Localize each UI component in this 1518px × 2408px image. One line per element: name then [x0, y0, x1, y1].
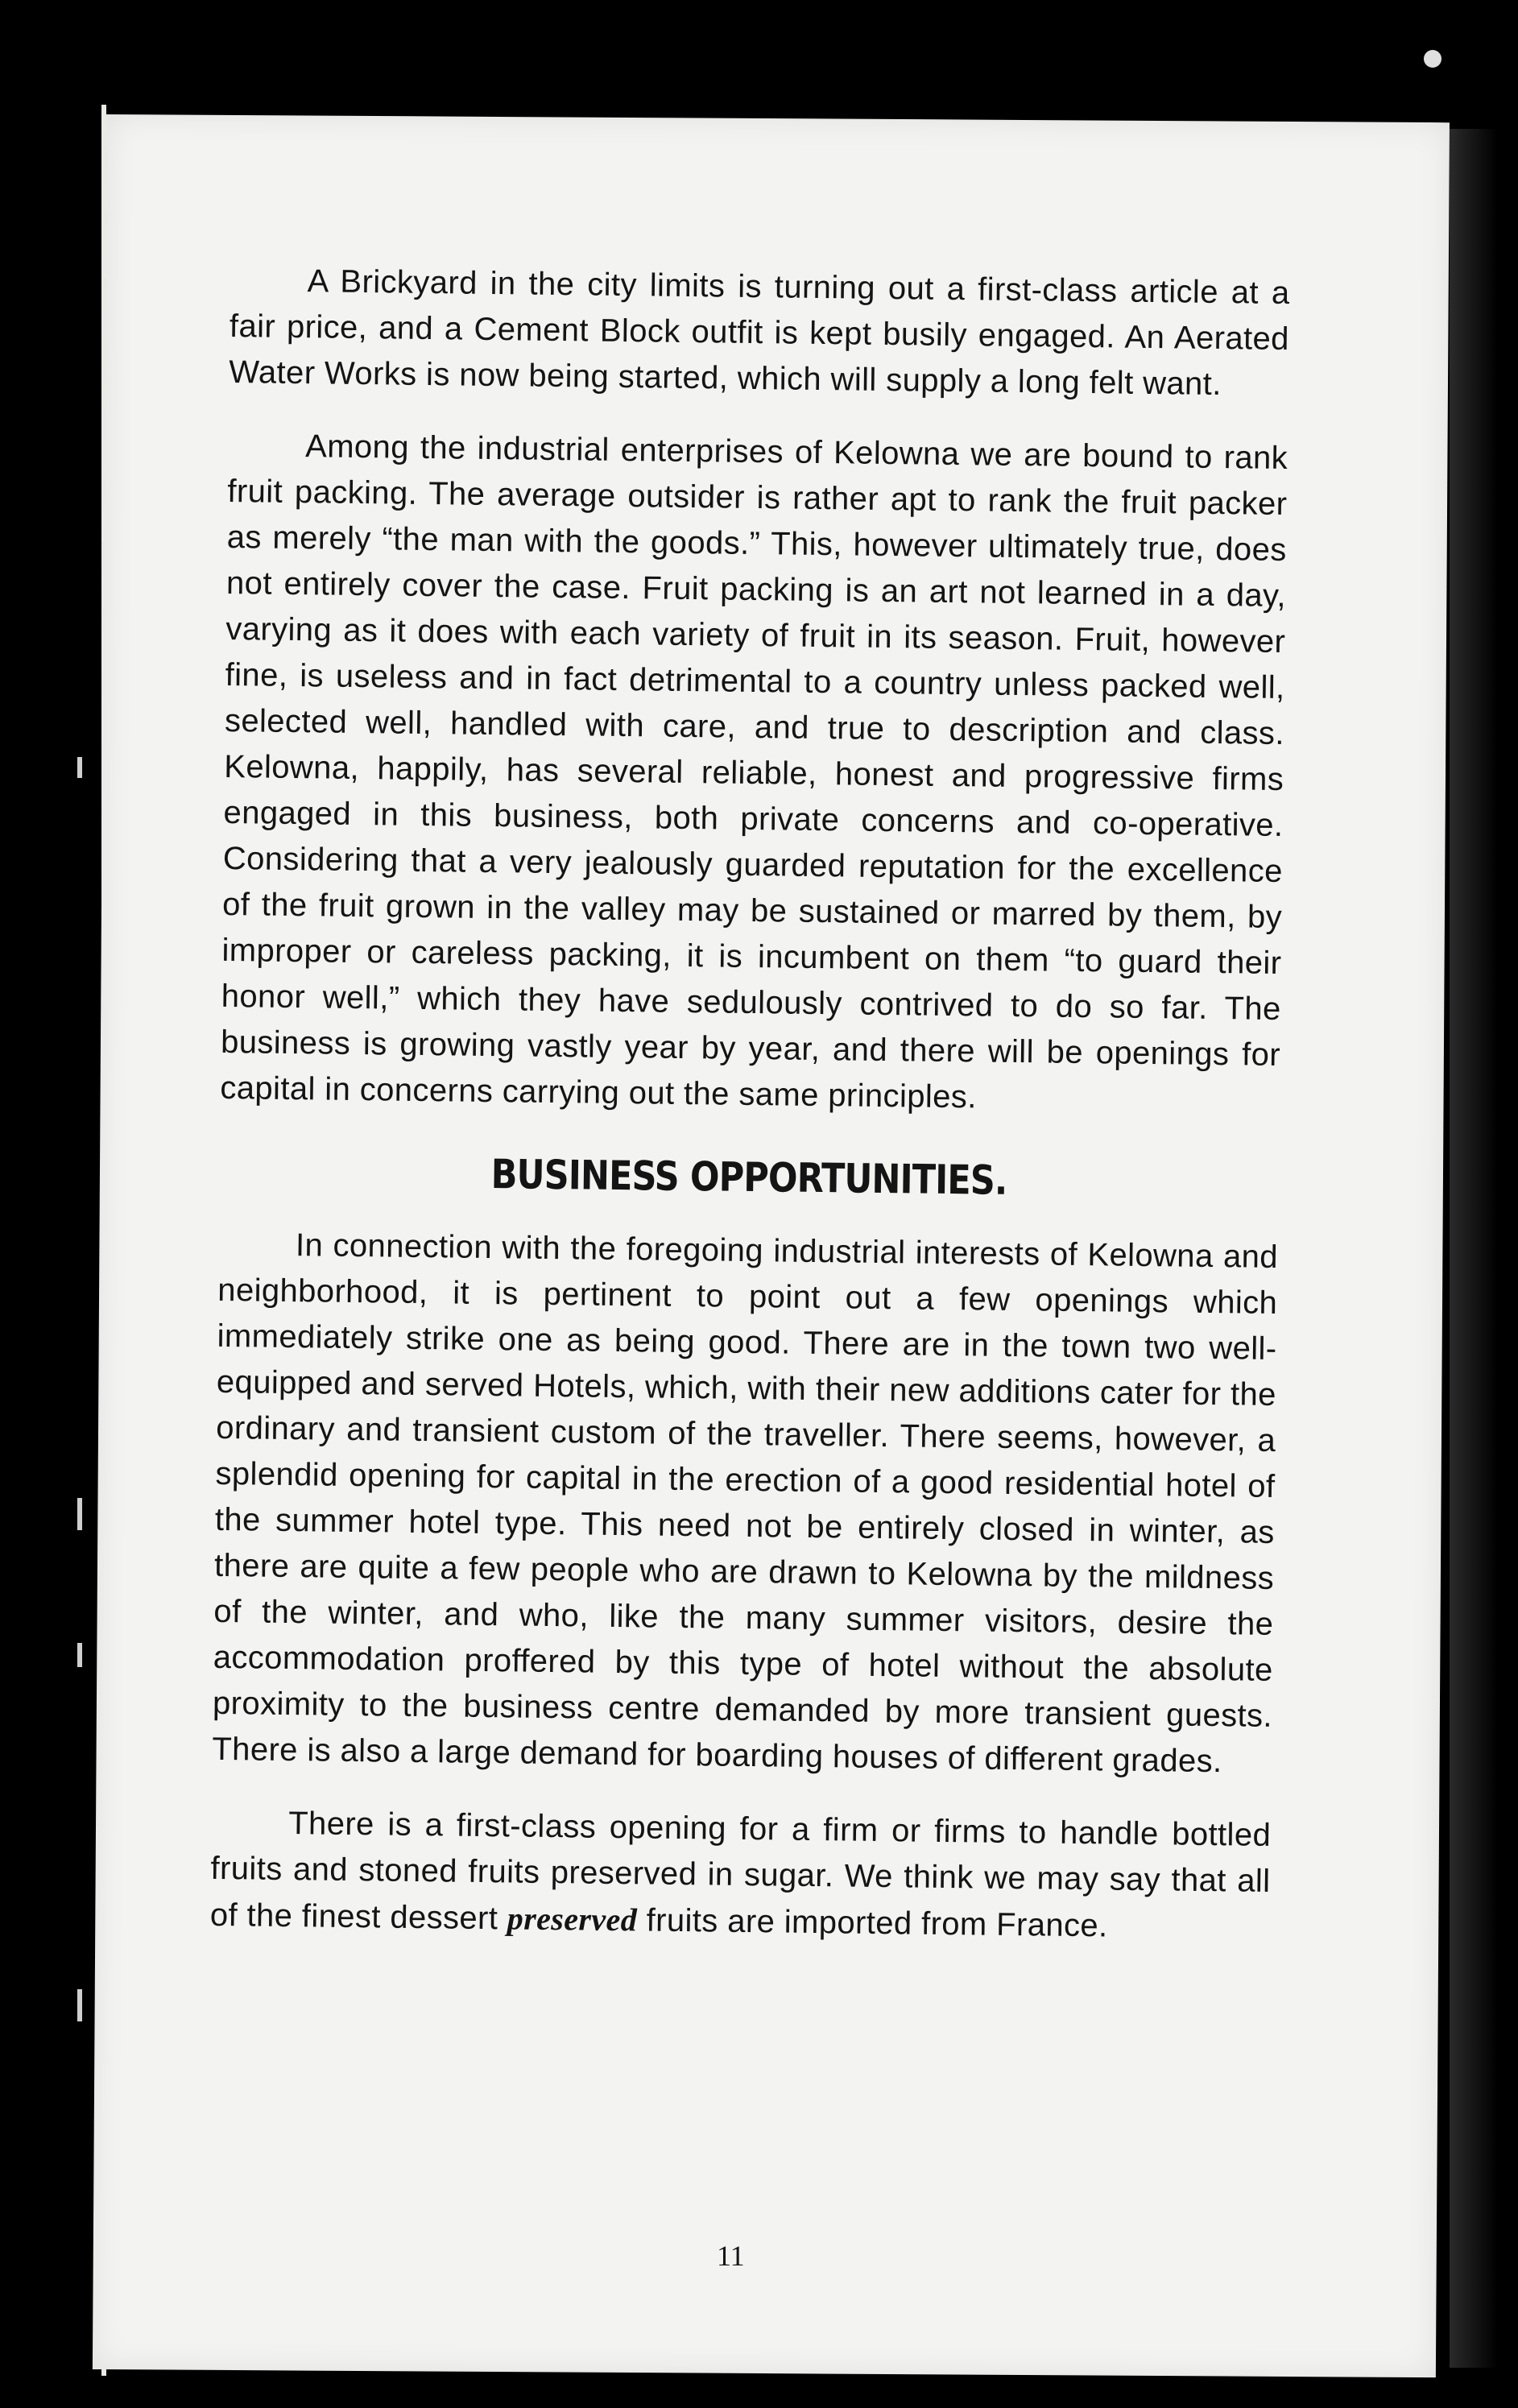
margin-mark: [77, 1498, 82, 1530]
paragraph-brickyard: A Brickyard in the city limits is turning out a first-class article at a fair price, and a Cement Block outfit is kept busily engaged. An Aerated Water Works is now being started, which will supply a long felt want.: [228, 263, 1290, 403]
paragraph-preserved-fruits-start: There is a first-class opening for a firm or firms to handle bottled fruits and stoned fruits preserved in sugar. We think we may say that all of the finest dessert: [209, 1806, 1272, 1937]
page-number: 11: [717, 2240, 745, 2272]
paragraph-preserved-fruits: [210, 1800, 1272, 1951]
binding-shadow: [1450, 129, 1498, 2368]
body-text: [209, 258, 1290, 1979]
margin-mark: [77, 1643, 82, 1667]
corner-mark-icon: [1424, 50, 1441, 68]
paragraph-preserved-fruits-end: fruits are imported from France.: [636, 1902, 1108, 1944]
section-heading: BUSINESS OPPORTUNITIES.: [490, 1151, 1007, 1204]
emphasized-word: preserved: [507, 1900, 638, 1938]
margin-mark: [77, 1989, 82, 2021]
paragraph-fruit-packing: Among the industrial enterprises of Kelowna we are bound to rank fruit packing. The average outsider is rather apt to rank the fruit packer as merely “the man with the goods.” This, however ultimately true, does not entirely cover the case. Fruit packing is an art not learned in a day, varying as it does with each variety of fruit in its season. Fruit, however fine, is useless and in fact detrimental to a country unless packed well, selected well, handled with care, and true to description and class. Kelowna, happily, has several reliable, honest and progressive firms engaged in this business, both private concerns and co-operative. Considering that a very jealously guarded reputation for the excellence of the fruit grown in the valley may be sustained or marred by them, by improper or careless packing, it is incumbent on them “to guard their honor well,” which they have sedulously contrived to do so far. The business is growing vastly year by year, and there will be openings for capital in concerns carrying out the same principles.: [220, 428, 1288, 1115]
paragraph-hotels: In connection with the foregoing industrial interests of Kelowna and neighborhood, it is pertinent to point out a few openings which immediately strike one as being good. There are in the town two well-equipped and served Hotels, which, with their new additions cater for the ordinary and transient custom of the traveller. There seems, however, a splendid opening for capital in the erection of a good residential hotel of the summer hotel type. This need not be entirely closed in winter, as there are quite a few people who are drawn to Kelowna by the mildness of the winter, and who, like the many summer visitors, desire the accommodation proffered by this type of hotel without the absolute proximity to the business centre demanded by more transient guests. There is also a large demand for boarding houses of different grades.: [212, 1227, 1279, 1780]
margin-mark: [77, 757, 82, 778]
